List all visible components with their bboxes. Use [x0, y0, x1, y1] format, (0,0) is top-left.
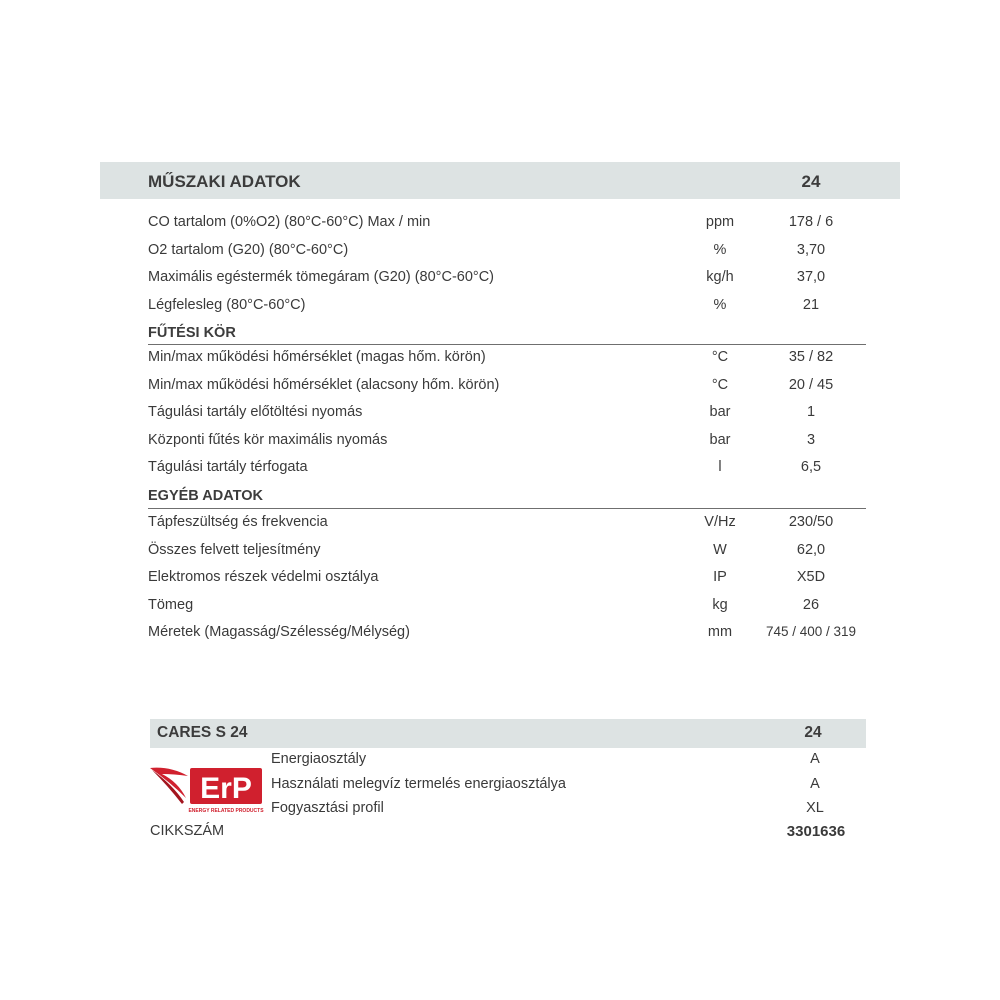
spec-unit: l: [718, 459, 722, 475]
erp-label: Energiaosztály: [271, 751, 367, 767]
spec-row: [148, 542, 868, 562]
spec-row: [148, 514, 868, 534]
section-title-other: EGYÉB ADATOK: [148, 488, 263, 504]
spec-row: [148, 432, 868, 452]
erp-logo-icon: [148, 764, 264, 816]
spec-unit: %: [713, 297, 727, 313]
spec-row: [148, 349, 868, 369]
spec-unit: kg/h: [706, 269, 734, 285]
spec-row: [148, 404, 868, 424]
erp-row: [271, 751, 861, 771]
spec-unit: °C: [711, 349, 729, 365]
spec-value: 6,5: [800, 459, 822, 475]
spec-row: [148, 597, 868, 617]
erp-label: Fogyasztási profil: [271, 800, 384, 816]
section-divider: [148, 508, 866, 509]
spec-row: [148, 214, 868, 234]
spec-label: Tágulási tartály előtöltési nyomás: [148, 404, 363, 420]
spec-unit: ppm: [705, 214, 735, 230]
erp-row: [271, 776, 861, 796]
spec-label: Maximális egéstermék tömegáram (G20) (80°C-60°C): [148, 269, 495, 285]
erp-product-title: CARES S 24: [157, 724, 248, 741]
spec-unit: W: [713, 542, 727, 558]
spec-row: [148, 297, 868, 317]
erp-header-band: [150, 719, 866, 748]
spec-label: Tágulási tartály térfogata: [148, 459, 308, 475]
spec-row: [148, 569, 868, 589]
erp-value: A: [810, 751, 820, 767]
spec-unit: V/Hz: [704, 514, 736, 530]
erp-value: A: [810, 776, 820, 792]
spec-unit: IP: [713, 569, 727, 585]
spec-value: 178 / 6: [788, 214, 834, 230]
spec-label: O2 tartalom (G20) (80°C-60°C): [148, 242, 349, 258]
spec-row: [148, 242, 868, 262]
spec-unit: bar: [709, 404, 731, 420]
spec-value: 1: [806, 404, 816, 420]
spec-value: 37,0: [796, 269, 826, 285]
spec-value: 62,0: [796, 542, 826, 558]
spec-value: 35 / 82: [788, 349, 834, 365]
spec-unit: bar: [709, 432, 731, 448]
spec-value: 3: [806, 432, 816, 448]
erp-logo-subtext: ENERGY RELATED PRODUCTS: [188, 808, 264, 814]
spec-label: CO tartalom (0%O2) (80°C-60°C) Max / min: [148, 214, 431, 230]
spec-unit: mm: [707, 624, 733, 640]
erp-row: [271, 800, 861, 820]
spec-label: Méretek (Magasság/Szélesség/Mélység): [148, 624, 410, 640]
spec-value: 745 / 400 / 319: [765, 624, 857, 639]
section-divider: [148, 344, 866, 345]
spec-unit: kg: [712, 597, 728, 613]
spec-label: Légfelesleg (80°C-60°C): [148, 297, 306, 313]
article-number-label: CIKKSZÁM: [150, 823, 225, 839]
article-number-value: 3301636: [786, 823, 846, 840]
spec-value: 3,70: [796, 242, 826, 258]
erp-model-column: 24: [804, 724, 822, 741]
spec-label: Központi fűtés kör maximális nyomás: [148, 432, 388, 448]
erp-logo-text: ErP: [200, 772, 252, 805]
spec-label: Elektromos részek védelmi osztálya: [148, 569, 379, 585]
specs-model-column: 24: [801, 172, 821, 191]
spec-unit: °C: [711, 377, 729, 393]
spec-label: Min/max működési hőmérséklet (magas hőm. körön): [148, 349, 486, 365]
spec-unit: %: [713, 242, 727, 258]
erp-value: XL: [806, 800, 824, 816]
spec-label: Min/max működési hőmérséklet (alacsony hőm. körön): [148, 377, 500, 393]
spec-value: 230/50: [788, 514, 834, 530]
spec-value: 20 / 45: [788, 377, 834, 393]
spec-label: Tömeg: [148, 597, 194, 613]
spec-value: 26: [802, 597, 820, 613]
section-title-heating: FŰTÉSI KÖR: [148, 325, 236, 341]
spec-row: [148, 624, 868, 644]
spec-row: [148, 269, 868, 289]
spec-row: [148, 377, 868, 397]
spec-value: X5D: [796, 569, 826, 585]
spec-row: [148, 459, 868, 479]
erp-label: Használati melegvíz termelés energiaosztálya: [271, 776, 566, 792]
spec-label: Összes felvett teljesítmény: [148, 542, 321, 558]
spec-label: Tápfeszültség és frekvencia: [148, 514, 328, 530]
specs-title: MŰSZAKI ADATOK: [148, 172, 301, 191]
spec-value: 21: [802, 297, 820, 313]
